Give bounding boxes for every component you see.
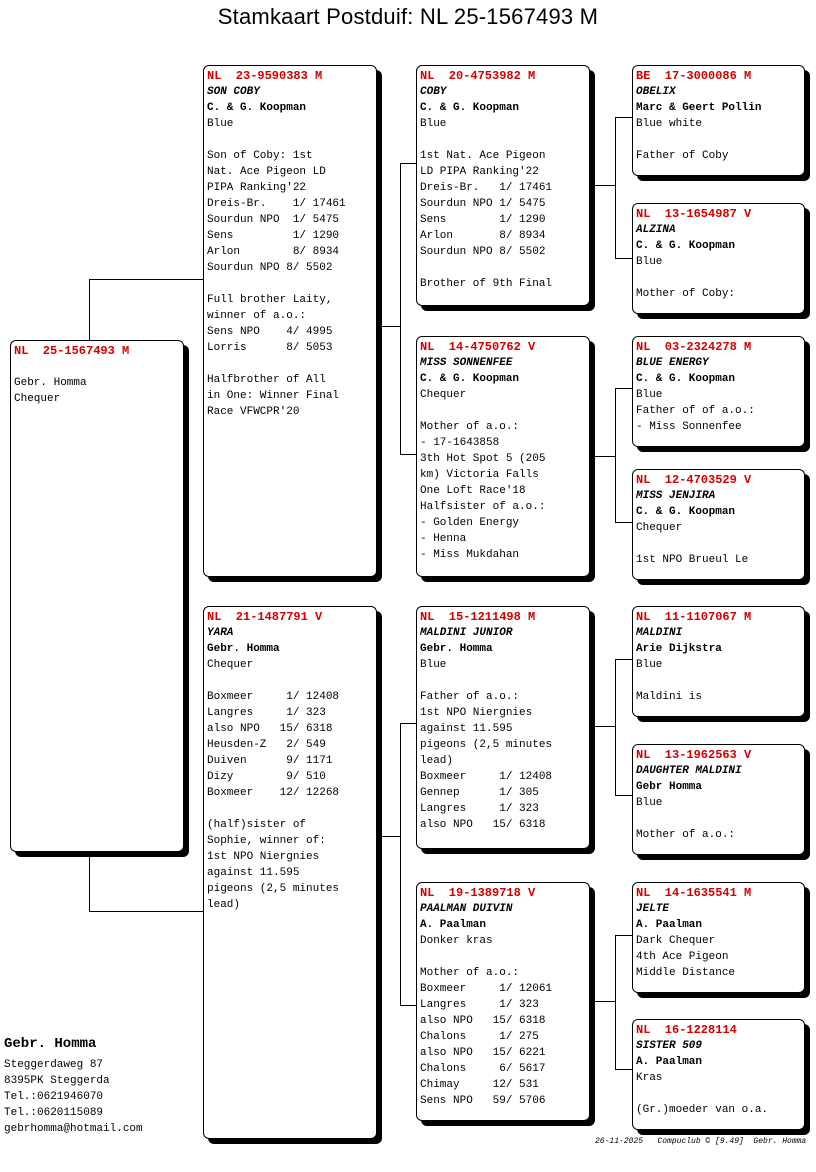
owner-phone-1: Tel.:0621946070 [4, 1091, 104, 1103]
info-line: PIPA Ranking'22 [207, 182, 307, 194]
info-line: Chequer [14, 393, 61, 405]
info-line: 1st NPO Brueul Le [636, 554, 749, 566]
ring-number: BE 17-3000086 M [636, 69, 752, 83]
info-line: Blue [636, 797, 663, 809]
ring-number: NL 12-4703529 V [636, 473, 752, 487]
info-line: LD PIPA Ranking'22 [420, 166, 539, 178]
info-line [636, 673, 801, 689]
ring-number: NL 19-1389718 V [420, 886, 536, 900]
owner-phone-2: Tel.:0620115089 [4, 1107, 104, 1119]
pigeon-card-father[interactable] [203, 65, 377, 577]
breeder-name: A. Paalman [420, 919, 487, 931]
info-line [636, 132, 801, 148]
info-line: - Golden Energy [420, 517, 520, 529]
info-line [636, 811, 801, 827]
info-line: lead) [207, 899, 241, 911]
connector [591, 726, 616, 727]
info-line: Langres 1/ 323 [420, 803, 539, 815]
info-line: (half)sister of [207, 819, 307, 831]
info-line: Nat. Ace Pigeon LD [207, 166, 326, 178]
info-line: Halfbrother of All [207, 374, 326, 386]
info-line: One Loft Race'18 [420, 485, 526, 497]
breeder-name: C. & G. Koopman [636, 373, 736, 385]
breeder-name: Gebr. Homma [207, 643, 280, 655]
connector [615, 522, 633, 523]
info-line: pigeons (2,5 minutes [207, 883, 340, 895]
connector [400, 454, 417, 455]
info-line: 1st NPO Niergnies [207, 851, 320, 863]
info-line [207, 356, 373, 372]
connector [615, 388, 633, 389]
info-line: Blue white [636, 118, 703, 130]
info-line: also NPO 15/ 6221 [420, 1047, 546, 1059]
info-line: Blue [636, 659, 663, 671]
footer-text: 26-11-2025 Compuclub © [9.49] Gebr. Homma [595, 1137, 807, 1146]
info-line: Sens NPO 59/ 5706 [420, 1095, 546, 1107]
connector [591, 456, 616, 457]
pigeon-name: MALDINI JUNIOR [420, 627, 513, 639]
connector [615, 388, 616, 523]
breeder-name: Gebr. Homma [420, 643, 493, 655]
info-line: also NPO 15/ 6318 [420, 1015, 546, 1027]
info-line: Sens 1/ 1290 [420, 214, 546, 226]
info-line: also NPO 15/ 6318 [207, 723, 333, 735]
info-line: also NPO 15/ 6318 [420, 819, 546, 831]
info-line: Dizy 9/ 510 [207, 771, 326, 783]
info-line: Sourdun NPO 1/ 5475 [420, 198, 546, 210]
info-line: Chequer [207, 659, 254, 671]
info-line: Mother of a.o.: [420, 967, 520, 979]
pigeon-card-fmf[interactable] [632, 336, 805, 447]
connector [615, 659, 616, 796]
info-line: Chalons 1/ 275 [420, 1031, 539, 1043]
info-line: Blue [636, 389, 663, 401]
pigeon-name: MISS JENJIRA [636, 490, 716, 502]
owner-block [4, 1033, 143, 1137]
breeder-name: C. & G. Koopman [420, 373, 520, 385]
info-line: Brother of 9th Final [420, 278, 553, 290]
breeder-name: Arie Dijkstra [636, 643, 722, 655]
pigeon-name: ALZINA [636, 224, 676, 236]
info-line: Chimay 12/ 531 [420, 1079, 539, 1091]
connector [615, 117, 633, 118]
info-line: Heusden-Z 2/ 549 [207, 739, 326, 751]
info-line [420, 673, 586, 689]
connector [591, 185, 616, 186]
info-line: Full brother Laity, [207, 294, 333, 306]
breeder-name: C. & G. Koopman [207, 102, 307, 114]
owner-email[interactable]: gebrhomma@hotmail.com [4, 1123, 143, 1135]
info-line: Duiven 9/ 1171 [207, 755, 333, 767]
ring-number: NL 14-1635541 M [636, 886, 752, 900]
info-line: Boxmeer 1/ 12408 [420, 771, 553, 783]
info-line: Dreis-Br. 1/ 17461 [420, 182, 553, 194]
info-line [636, 1086, 801, 1102]
pigeon-name: DAUGHTER MALDINI [636, 765, 742, 777]
breeder-name: C. & G. Koopman [636, 240, 736, 252]
pigeon-card-father-father[interactable] [416, 65, 590, 306]
connector [615, 935, 616, 1070]
info-line: Chequer [636, 522, 683, 534]
info-line [207, 673, 373, 689]
pigeon-card-mother-father[interactable] [416, 606, 590, 849]
info-line: Gebr. Homma [14, 377, 87, 389]
ring-number: NL 23-9590383 M [207, 69, 323, 83]
info-line [636, 270, 801, 286]
info-line [420, 949, 586, 965]
info-line [636, 536, 801, 552]
info-line: Langres 1/ 323 [207, 707, 326, 719]
info-line: Blue [636, 256, 663, 268]
breeder-name: A. Paalman [636, 919, 703, 931]
info-line: 1st Nat. Ace Pigeon [420, 150, 546, 162]
info-line: Mother of a.o.: [420, 421, 520, 433]
ring-number: NL 21-1487791 V [207, 610, 323, 624]
connector [89, 911, 204, 912]
connector [400, 723, 417, 724]
info-line: 1st NPO Niergnies [420, 707, 533, 719]
pigeon-card-mfm[interactable] [632, 744, 805, 855]
info-line: Langres 1/ 323 [420, 999, 539, 1011]
page-title: Stamkaart Postduif: NL 25-1567493 M [217, 4, 599, 29]
info-line: Maldini is [636, 691, 703, 703]
info-line: - Henna [420, 533, 467, 545]
info-line: Mother of Coby: [636, 288, 736, 300]
pigeon-card-mmm[interactable] [632, 1019, 805, 1130]
info-line: Dreis-Br. 1/ 17461 [207, 198, 346, 210]
pigeon-card-mmf[interactable] [632, 882, 805, 993]
pigeon-name: MALDINI [636, 627, 683, 639]
info-line: (Gr.)moeder van o.a. [636, 1104, 769, 1116]
info-line: Lorris 8/ 5053 [207, 342, 333, 354]
info-line: Son of Coby: 1st [207, 150, 313, 162]
info-line: in One: Winner Final [207, 390, 340, 402]
info-line [420, 403, 586, 419]
pigeon-name: JELTE [636, 903, 670, 915]
info-line: Father of a.o.: [420, 691, 520, 703]
breeder-name: Marc & Geert Pollin [636, 102, 762, 114]
ring-number: NL 25-1567493 M [14, 344, 130, 358]
pigeon-card-fmm[interactable] [632, 469, 805, 580]
info-line: Father of of a.o.: [636, 405, 755, 417]
owner-name: Gebr. Homma [4, 1036, 97, 1052]
info-line: Boxmeer 1/ 12408 [207, 691, 340, 703]
info-line: Boxmeer 12/ 12268 [207, 787, 340, 799]
info-line: Gennep 1/ 305 [420, 787, 539, 799]
ring-number: NL 16-1228114 [636, 1023, 737, 1037]
ring-number: NL 03-2324278 M [636, 340, 752, 354]
owner-postcode: 8395PK Steggerda [4, 1075, 110, 1087]
connector [400, 723, 401, 1006]
connector [400, 163, 417, 164]
info-line: Arlon 8/ 8934 [420, 230, 546, 242]
info-line: Halfsister of a.o.: [420, 501, 546, 513]
pigeon-name: OBELIX [636, 86, 676, 98]
info-line: 4th Ace Pigeon [636, 951, 729, 963]
info-line: pigeons (2,5 minutes [420, 739, 553, 751]
connector [89, 851, 90, 912]
info-line: Sourdun NPO 8/ 5502 [207, 262, 333, 274]
connector [615, 1069, 633, 1070]
info-line: - 17-1643858 [420, 437, 500, 449]
info-line: Kras [636, 1072, 663, 1084]
pigeon-name: PAALMAN DUIVIN [420, 903, 513, 915]
info-line: against 11.595 [207, 867, 300, 879]
info-line: Mother of a.o.: [636, 829, 736, 841]
info-line: Sens 1/ 1290 [207, 230, 340, 242]
ring-number: NL 15-1211498 M [420, 610, 536, 624]
connector [400, 163, 401, 455]
info-line [207, 276, 373, 292]
connector [377, 836, 401, 837]
info-line: Sens NPO 4/ 4995 [207, 326, 333, 338]
connector [615, 258, 633, 259]
connector [591, 1001, 616, 1002]
pigeon-card-mother-mother[interactable] [416, 882, 590, 1121]
info-line [420, 260, 586, 276]
info-line [420, 132, 586, 148]
pigeon-name: MISS SONNENFEE [420, 357, 513, 369]
info-line [14, 359, 180, 375]
info-line: km) Victoria Falls [420, 469, 539, 481]
info-line [207, 132, 373, 148]
ring-number: NL 11-1107067 M [636, 610, 752, 624]
info-line: Blue [420, 659, 447, 671]
info-line: Boxmeer 1/ 12061 [420, 983, 553, 995]
pigeon-card-father-mother[interactable] [416, 336, 590, 577]
breeder-name: C. & G. Koopman [636, 506, 736, 518]
connector [615, 659, 633, 660]
info-line: Middle Distance [636, 967, 736, 979]
info-line: Blue [420, 118, 447, 130]
pigeon-name: YARA [207, 627, 234, 639]
info-line: Sophie, winner of: [207, 835, 326, 847]
info-line: Chequer [420, 389, 467, 401]
info-line: Chalons 6/ 5617 [420, 1063, 546, 1075]
owner-address: Steggerdaweg 87 [4, 1059, 104, 1071]
connector [615, 795, 633, 796]
pigeon-card-ffm[interactable] [632, 203, 805, 314]
info-line: Blue [207, 118, 234, 130]
info-line: Sourdun NPO 8/ 5502 [420, 246, 546, 258]
info-line: lead) [420, 755, 454, 767]
breeder-name: Gebr Homma [636, 781, 703, 793]
info-line: Dark Chequer [636, 935, 716, 947]
info-line: - Miss Mukdahan [420, 549, 520, 561]
breeder-name: C. & G. Koopman [420, 102, 520, 114]
info-line [207, 801, 373, 817]
connector [89, 279, 204, 280]
info-line: Father of Coby [636, 150, 729, 162]
pigeon-card-fff[interactable] [632, 65, 805, 176]
pigeon-card-mff[interactable] [632, 606, 805, 717]
info-line: 3th Hot Spot 5 (205 [420, 453, 546, 465]
pigeon-card-mother[interactable] [203, 606, 377, 1139]
info-line: Sourdun NPO 1/ 5475 [207, 214, 340, 226]
info-line: Donker kras [420, 935, 493, 947]
ring-number: NL 13-1962563 V [636, 748, 752, 762]
info-line: Race VFWCPR'20 [207, 406, 300, 418]
pigeon-name: COBY [420, 86, 447, 98]
pigeon-name: SON COBY [207, 86, 260, 98]
connector [89, 279, 90, 341]
ring-number: NL 14-4750762 V [420, 340, 536, 354]
pigeon-name: SISTER 509 [636, 1040, 703, 1052]
connector [400, 1005, 417, 1006]
connector [377, 326, 401, 327]
ring-number: NL 20-4753982 M [420, 69, 536, 83]
pigeon-card-main[interactable] [10, 340, 184, 852]
info-line: against 11.595 [420, 723, 513, 735]
info-line: Arlon 8/ 8934 [207, 246, 340, 258]
info-line: winner of a.o.: [207, 310, 307, 322]
connector [615, 117, 616, 259]
breeder-name: A. Paalman [636, 1056, 703, 1068]
pigeon-name: BLUE ENERGY [636, 357, 709, 369]
ring-number: NL 13-1654987 V [636, 207, 752, 221]
info-line: - Miss Sonnenfee [636, 421, 742, 433]
connector [615, 935, 633, 936]
